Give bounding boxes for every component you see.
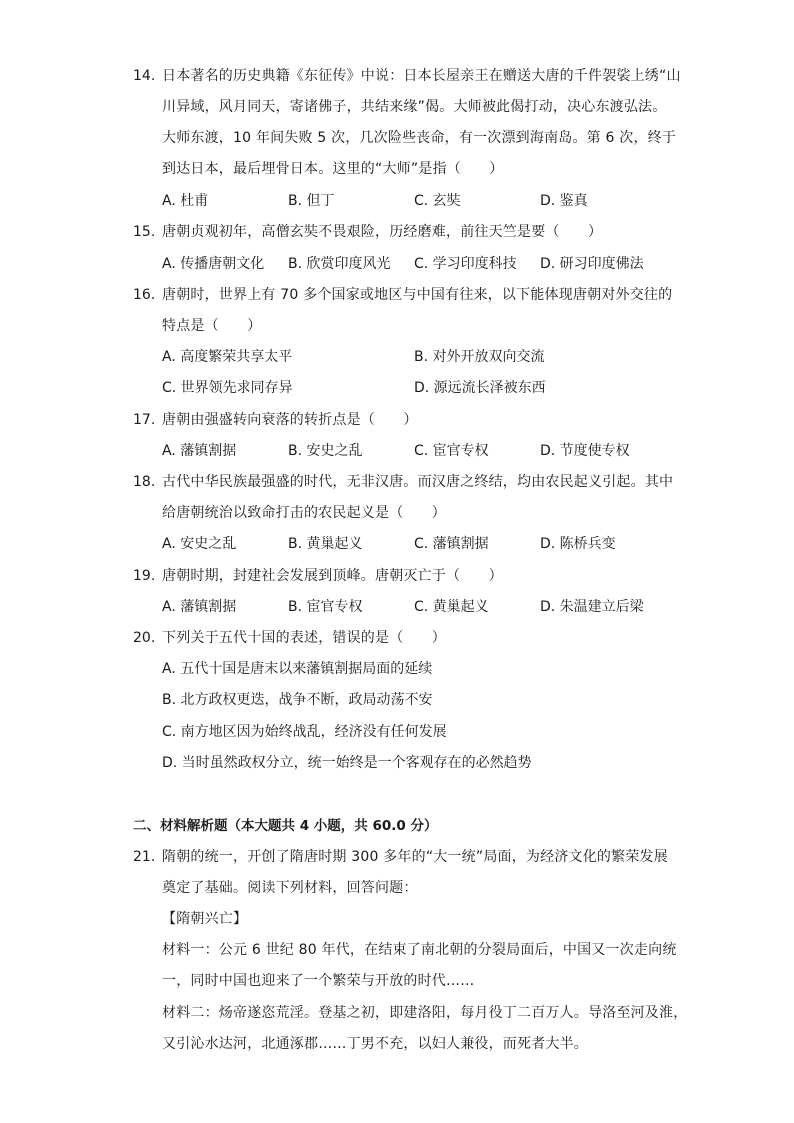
q20-option-c[interactable]: C. 南方地区因为始终战乱，经济没有任何发展 xyxy=(162,724,447,740)
q19-number: 19. xyxy=(133,568,156,584)
q21-heading: 【隋朝兴亡】 xyxy=(162,911,248,927)
q19-option-c[interactable]: C. 黄巢起义 xyxy=(414,599,489,615)
q16-option-a[interactable]: A. 高度繁荣共享太平 xyxy=(162,349,293,365)
q17-option-c[interactable]: C. 宦官专权 xyxy=(414,443,489,459)
q18-option-b[interactable]: B. 黄巢起义 xyxy=(288,536,363,552)
q17-option-b[interactable]: B. 安史之乱 xyxy=(288,443,363,459)
q17-number: 17. xyxy=(133,412,156,428)
q20-number: 20. xyxy=(133,630,156,646)
q15-option-d[interactable]: D. 研习印度佛法 xyxy=(540,256,644,272)
q14-number: 14. xyxy=(133,68,156,84)
q17-option-d[interactable]: D. 节度使专权 xyxy=(540,443,630,459)
q15-line-1: 唐朝贞观初年，高僧玄奘不畏艰险，历经磨难，前往天竺是要（ ） xyxy=(162,224,603,240)
q21-line-1: 隋朝的统一，开创了隋唐时期 300 多年的“大一统”局面，为经济文化的繁荣发展 xyxy=(162,849,668,865)
q14-option-a[interactable]: A. 杜甫 xyxy=(162,193,209,209)
q21-material2-line-2: 又引沁水达河，北通涿郡……丁男不充，以妇人兼役，而死者大半。 xyxy=(162,1036,588,1052)
q20-line-1: 下列关于五代十国的表述，错误的是（ ） xyxy=(162,630,446,646)
q16-option-b[interactable]: B. 对外开放双向交流 xyxy=(414,349,545,365)
q16-line-2: 特点是（ ） xyxy=(162,318,262,334)
q14-line-1: 日本著名的历史典籍《东征传》中说：日本长屋亲王在赠送大唐的千件袈裟上绣“山 xyxy=(162,68,681,84)
q17-option-a[interactable]: A. 藩镇割据 xyxy=(162,443,237,459)
q21-line-2: 奠定了基础。阅读下列材料，回答问题： xyxy=(162,880,418,896)
q14-line-3: 大师东渡，10 年间失败 5 次，几次险些丧命，有一次漂到海南岛。第 6 次，终于 xyxy=(162,130,677,146)
q15-number: 15. xyxy=(133,224,156,240)
q20-option-d[interactable]: D. 当时虽然政权分立，统一始终是一个客观存在的必然趋势 xyxy=(162,755,532,771)
q16-line-1: 唐朝时，世界上有 70 多个国家或地区与中国有往来，以下能体现唐朝对外交往的 xyxy=(162,287,673,303)
q14-option-b[interactable]: B. 但丁 xyxy=(288,193,335,209)
q19-option-a[interactable]: A. 藩镇割据 xyxy=(162,599,237,615)
q21-material2-line-1: 材料二：炀帝遂恣荒淫。登基之初，即建洛阳，每月役丁二百万人。导洛至河及淮， xyxy=(162,1005,688,1021)
q19-option-d[interactable]: D. 朱温建立后梁 xyxy=(540,599,644,615)
q15-option-a[interactable]: A. 传播唐朝文化 xyxy=(162,256,265,272)
q14-option-c[interactable]: C. 玄奘 xyxy=(414,193,461,209)
q19-line-1: 唐朝时期，封建社会发展到顶峰。唐朝灭亡于（ ） xyxy=(162,568,503,584)
section-heading: 二、材料解析题（本大题共 4 小题，共 60.0 分） xyxy=(133,818,438,834)
q16-option-d[interactable]: D. 源远流长泽被东西 xyxy=(414,380,546,396)
q14-line-2: 川异域，风月同天，寄诸佛子，共结来缘”偈。大师被此偈打动，决心东渡弘法。 xyxy=(162,99,667,115)
q21-material1-line-2: 一，同时中国也迎来了一个繁荣与开放的时代…… xyxy=(162,973,475,989)
q20-option-a[interactable]: A. 五代十国是唐末以来藩镇割据局面的延续 xyxy=(162,661,433,677)
q18-number: 18. xyxy=(133,474,156,490)
q17-line-1: 唐朝由强盛转向衰落的转折点是（ ） xyxy=(162,412,418,428)
q18-option-a[interactable]: A. 安史之乱 xyxy=(162,536,237,552)
q14-line-4: 到达日本，最后埋骨日本。这里的“大师”是指（ ） xyxy=(162,161,504,177)
q21-number: 21. xyxy=(133,849,156,865)
q15-option-b[interactable]: B. 欣赏印度风光 xyxy=(288,256,391,272)
q20-option-b[interactable]: B. 北方政权更迭，战争不断，政局动荡不安 xyxy=(162,692,433,708)
q21-material1-line-1: 材料一：公元 6 世纪 80 年代，在结束了南北朝的分裂局面后，中国又一次走向统 xyxy=(162,942,677,958)
q18-line-1: 古代中华民族最强盛的时代，无非汉唐。而汉唐之终结，均由农民起义引起。其中 xyxy=(162,474,674,490)
q16-number: 16. xyxy=(133,287,156,303)
q18-option-c[interactable]: C. 藩镇割据 xyxy=(414,536,489,552)
q14-option-d[interactable]: D. 鉴真 xyxy=(540,193,588,209)
q18-option-d[interactable]: D. 陈桥兵变 xyxy=(540,536,616,552)
q18-line-2: 给唐朝统治以致命打击的农民起义是（ ） xyxy=(162,505,446,521)
q16-option-c[interactable]: C. 世界领先求同存异 xyxy=(162,380,293,396)
q19-option-b[interactable]: B. 宦官专权 xyxy=(288,599,363,615)
q15-option-c[interactable]: C. 学习印度科技 xyxy=(414,256,517,272)
